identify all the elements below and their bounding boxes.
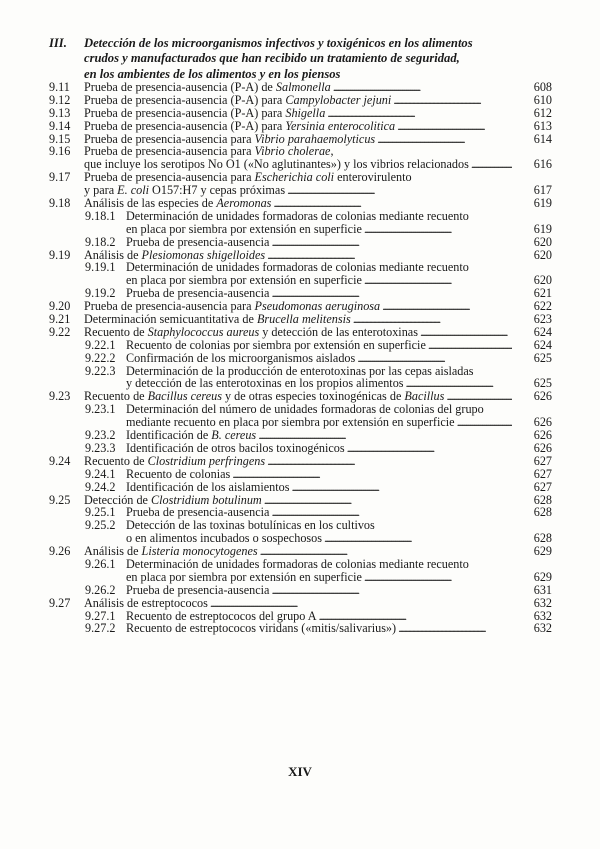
entry-number: 9.18.1	[85, 208, 116, 223]
entry-number: 9.13	[49, 105, 71, 120]
entry-number: 9.14	[49, 118, 71, 133]
entry-label-part: Análisis de estreptococos	[84, 595, 208, 610]
entry-number: 9.24.1	[85, 466, 116, 481]
entry-number: 9.15	[49, 131, 71, 146]
toc-entry[interactable]	[49, 571, 552, 584]
entry-number: 9.21	[49, 312, 71, 327]
species-name: Listeria monocytogenes	[141, 544, 258, 559]
entry-number: 9.22.1	[85, 337, 116, 352]
dot-leader	[398, 622, 512, 635]
dot-leader	[287, 184, 512, 197]
entry-page-number: 626	[533, 389, 552, 404]
species-name: Plesiomonas shigelloides	[141, 247, 266, 262]
entry-label-part: Prueba de presencia-ausencia para	[84, 131, 255, 146]
entry-label-part: Recuento de estreptococos viridans («mitis/salivarius»)	[126, 621, 397, 636]
entry-label-part: Recuento de	[84, 389, 148, 404]
entry-page-number: 629	[533, 544, 552, 559]
species-name: Vibrio parahaemolyticus	[254, 131, 376, 146]
dot-leader	[324, 532, 512, 545]
toc-entry[interactable]	[49, 223, 552, 236]
entry-label-part: Prueba de presencia-ausencia (P-A) para	[84, 105, 286, 120]
page-number-footer: XIV	[288, 764, 312, 779]
entry-label-part: mediante recuento en placa por siembra por extensión en superficie	[126, 415, 455, 430]
entry-label-part: Prueba de presencia-ausencia (P-A) de	[84, 80, 276, 94]
dot-leader	[364, 223, 512, 236]
entry-page-number: 624	[533, 337, 552, 352]
entry-number: 9.24	[49, 453, 71, 468]
entry-page-number: 632	[533, 608, 552, 623]
species-name: E. coli	[117, 183, 149, 198]
toc-entry[interactable]	[49, 416, 552, 429]
species-name: Aeromonas	[216, 196, 272, 211]
entry-label-part: Recuento de	[84, 324, 148, 339]
dot-leader	[291, 481, 512, 494]
entry-number: 9.27.1	[85, 608, 116, 623]
entry-page-number: 623	[533, 312, 552, 327]
entry-page-number: 614	[533, 131, 552, 146]
entry-number: 9.23.2	[85, 428, 116, 443]
entry-label-part: enterovirulento	[334, 170, 412, 185]
entry-number: 9.25.2	[85, 518, 116, 533]
table-of-contents	[49, 81, 552, 635]
dot-leader	[420, 326, 512, 339]
species-name: Brucella melitensis	[256, 312, 351, 327]
entry-number: 9.22.2	[85, 350, 116, 365]
entry-number: 9.24.2	[85, 479, 116, 494]
toc-entry[interactable]	[49, 468, 552, 481]
section-number: III.	[49, 36, 67, 50]
entry-label-part: que incluye los serotipos No O1 («No aglutinantes») y los vibrios relacionados	[84, 157, 469, 172]
entry-number: 9.23	[49, 389, 71, 404]
entry-number: 9.27.2	[85, 621, 116, 636]
entry-page-number: 622	[533, 299, 552, 314]
species-name: Salmonella	[275, 80, 331, 94]
entry-label-part: Determinación de unidades formadoras de colonias mediante recuento	[126, 260, 469, 275]
entry-text	[126, 622, 512, 635]
entry-label-part: Determinación de unidades formadoras de colonias mediante recuento	[126, 208, 469, 223]
entry-number: 9.26	[49, 544, 71, 559]
entry-page-number: 626	[533, 440, 552, 455]
section-title-line: en los ambientes de los alimentos y en los piensos	[84, 66, 341, 81]
entry-label-part: ,	[330, 144, 334, 159]
entry-label-part: Determinación de unidades formadoras de colonias mediante recuento	[126, 556, 469, 571]
entry-label-part: y para	[84, 183, 118, 198]
entry-page-number: 631	[533, 582, 552, 597]
entry-label-part: Determinación de la producción de enterotoxinas por las cepas aisladas	[126, 363, 474, 378]
entry-label-part: y detección de las enterotoxinas en los propios alimentos	[126, 376, 404, 391]
entry-page-number: 625	[533, 350, 552, 365]
entry-page-number: 620	[533, 234, 552, 249]
entry-page-number: 619	[533, 196, 552, 211]
dot-leader	[364, 274, 512, 287]
entry-page-number: 628	[533, 505, 552, 520]
entry-page-number: 626	[533, 428, 552, 443]
species-name: B. cereus	[211, 428, 257, 443]
entry-page-number: 617	[533, 183, 552, 198]
entry-number: 9.12	[49, 92, 71, 107]
entry-label-part: Recuento de	[84, 453, 148, 468]
entry-page-number: 620	[533, 247, 552, 262]
entry-label-part: Recuento de colonias por siembra por extensión en superficie	[126, 337, 426, 352]
entry-page-number: 632	[533, 621, 552, 636]
entry-number: 9.20	[49, 299, 71, 314]
toc-entry[interactable]	[49, 622, 552, 635]
dot-leader	[267, 455, 512, 468]
toc-entry[interactable]	[49, 494, 552, 507]
entry-number: 9.18	[49, 196, 71, 211]
entry-label-part: Confirmación de los microorganismos aislados	[126, 350, 356, 365]
dot-leader	[428, 339, 512, 352]
species-name: Vibrio cholerae	[254, 144, 331, 159]
entry-number: 9.26.2	[85, 582, 116, 597]
entry-number: 9.23.3	[85, 440, 116, 455]
section-title	[84, 36, 559, 82]
species-name: Shigella	[285, 105, 326, 120]
entry-label-part: Detección de	[84, 492, 151, 507]
dot-leader	[382, 300, 512, 313]
section-title-line: Detección de los microorganismos infectivos y toxigénicos en los alimentos	[84, 36, 473, 50]
entry-page-number: 612	[533, 105, 552, 120]
entry-label-part: Detección de las toxinas botulínicas en los cultivos	[126, 518, 375, 533]
entry-label-part: Prueba de presencia-ausencia (P-A) para	[84, 92, 286, 107]
species-name: Bacillus cereus	[147, 389, 222, 404]
entry-number: 9.23.1	[85, 402, 116, 417]
species-name: Yersinia enterocolitica	[285, 118, 396, 133]
entry-label-part: Determinación semicuantitativa de	[84, 312, 257, 327]
dot-leader	[377, 133, 512, 146]
dot-leader	[347, 442, 512, 455]
entry-label-part: Determinación del número de unidades formadoras de colonias del grupo	[126, 402, 484, 417]
entry-number: 9.22.3	[85, 363, 116, 378]
entry-label-part: en placa por siembra por extensión en superficie	[126, 569, 362, 584]
entry-number: 9.19.2	[85, 286, 116, 301]
entry-label-part: Prueba de presencia-ausencia	[126, 582, 270, 597]
entry-number: 9.22	[49, 324, 71, 339]
entry-label-part: Identificación de otros bacilos toxinogénicos	[126, 440, 345, 455]
entry-number: 9.27	[49, 595, 71, 610]
entry-label-part: Prueba de presencia-ausencia	[126, 505, 270, 520]
entry-page-number: 621	[533, 286, 552, 301]
entry-page-number: 608	[533, 80, 552, 94]
entry-page-number: 629	[533, 569, 552, 584]
dot-leader	[364, 571, 512, 584]
entry-label-part: Recuento de estreptococos del grupo A	[126, 608, 317, 623]
entry-label	[126, 622, 396, 635]
entry-number: 9.11	[49, 80, 70, 94]
entry-label-part: Análisis de	[84, 544, 142, 559]
entry-number: 9.25.1	[85, 505, 116, 520]
entry-page-number: 610	[533, 92, 552, 107]
entry-number: 9.19.1	[85, 260, 116, 275]
entry-label-part: Análisis de las especies de	[84, 196, 217, 211]
toc-entry[interactable]	[49, 455, 552, 468]
entry-page-number: 628	[533, 531, 552, 546]
entry-page-number: 619	[533, 221, 552, 236]
entry-label-part: Identificación de	[126, 428, 212, 443]
entry-page-number: 616	[533, 157, 552, 172]
species-name: Clostridium perfringens	[147, 453, 266, 468]
dot-leader	[397, 120, 512, 133]
species-name: Bacillus	[404, 389, 445, 404]
entry-number: 9.18.2	[85, 234, 116, 249]
entry-label-part: O157:H7 y cepas próximas	[149, 183, 286, 198]
entry-label-part: y de otras especies toxinogénicas de	[221, 389, 405, 404]
dot-leader	[264, 494, 512, 507]
dot-leader	[271, 236, 512, 249]
entry-label-part: en placa por siembra por extensión en superficie	[126, 273, 362, 288]
toc-entry[interactable]	[49, 274, 552, 287]
entry-label-part: Prueba de presencia-ausencia (P-A) para	[84, 118, 286, 133]
entry-page-number: 628	[533, 492, 552, 507]
entry-label-part: en placa por siembra por extensión en superficie	[126, 221, 362, 236]
entry-page-number: 620	[533, 273, 552, 288]
species-name: Staphylococcus aureus	[147, 324, 260, 339]
entry-label-part: Prueba de presencia-ausencia para	[84, 299, 255, 314]
dot-leader	[471, 158, 512, 171]
entry-page-number: 613	[533, 118, 552, 133]
entry-page-number: 626	[533, 415, 552, 430]
entry-label-part: Prueba de presencia-ausencia	[126, 234, 270, 249]
dot-leader	[457, 416, 512, 429]
entry-page-number: 627	[533, 453, 552, 468]
entry-number: 9.17	[49, 170, 71, 185]
entry-label-part: Prueba de presencia-ausencia	[126, 286, 270, 301]
entry-label-part: Prueba de presencia-ausencia para	[84, 170, 255, 185]
section-heading	[49, 36, 559, 82]
dot-leader	[393, 94, 512, 107]
entry-label-part: y detección de las enterotoxinas	[259, 324, 418, 339]
entry-label-part: o en alimentos incubados o sospechosos	[126, 531, 322, 546]
species-name: Campylobacter jejuni	[285, 92, 392, 107]
entry-label-part: Prueba de presencia-ausencia para	[84, 144, 255, 159]
entry-page-number: 627	[533, 466, 552, 481]
dot-leader	[271, 584, 512, 597]
species-name: Pseudomonas aeruginosa	[254, 299, 381, 314]
entry-label-part: Identificación de los aislamientos	[126, 479, 290, 494]
entry-number: 9.19	[49, 247, 71, 262]
entry-number: 9.16	[49, 144, 71, 159]
entry-number: 9.25	[49, 492, 71, 507]
species-name: Clostridium botulinum	[151, 492, 262, 507]
entry-page-number: 624	[533, 324, 552, 339]
entry-page-number: 632	[533, 595, 552, 610]
entry-page-number: 627	[533, 479, 552, 494]
entry-label-part: Recuento de colonias	[126, 466, 231, 481]
entry-label-part: Análisis de	[84, 247, 142, 262]
section-title-line: crudos y manufacturados que han recibido un tratamiento de seguridad,	[84, 51, 460, 66]
entry-page-number: 625	[533, 376, 552, 391]
entry-number: 9.26.1	[85, 556, 116, 571]
species-name: Escherichia coli	[254, 170, 335, 185]
